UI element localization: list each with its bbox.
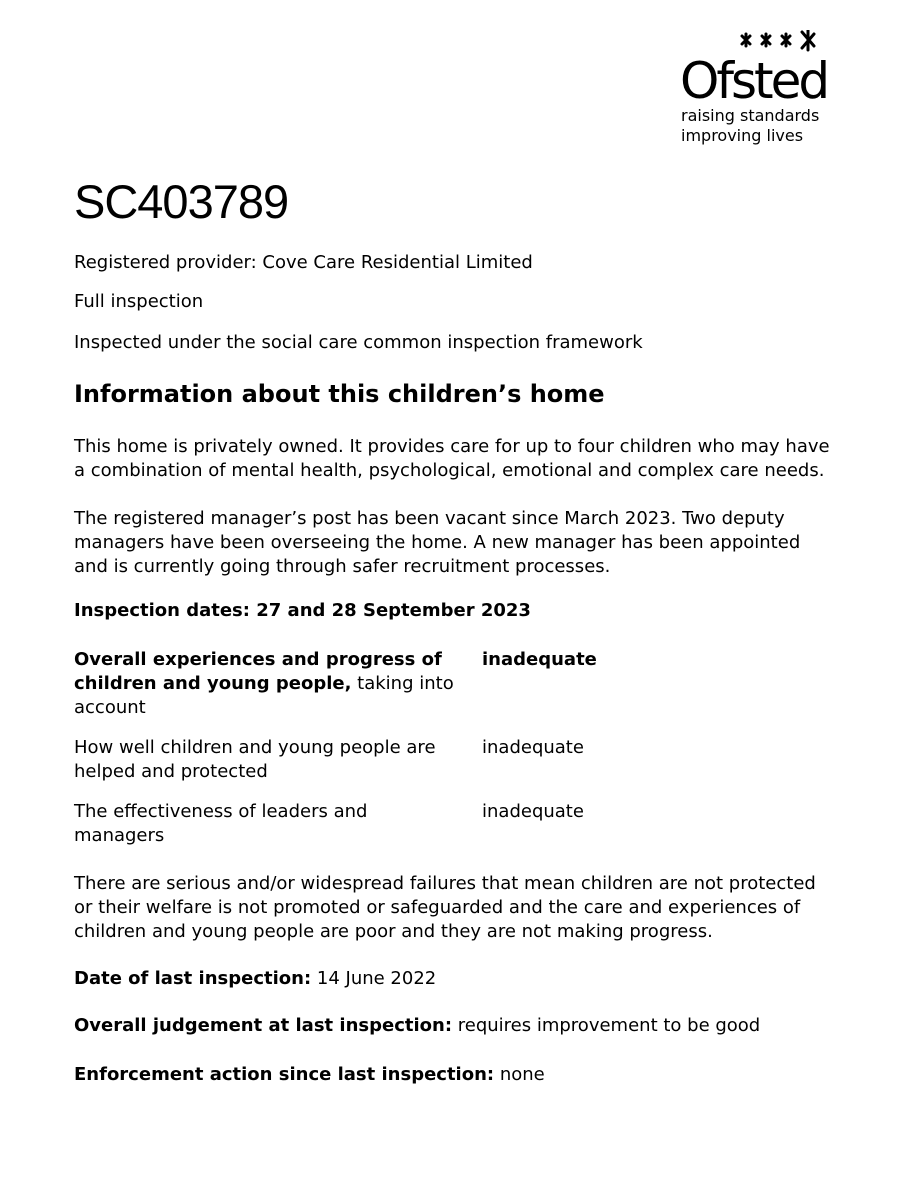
grade-leaders-value: inadequate: [482, 801, 584, 822]
inspection-type: Full inspection: [74, 291, 204, 312]
section-heading: Information about this children’s home: [74, 380, 605, 408]
registered-provider: Registered provider: Cove Care Residential Limited: [74, 252, 533, 273]
last-inspection-date-value: 14 June 2022: [311, 968, 437, 989]
enforcement-action: [74, 1063, 545, 1087]
grade-helped-label: How well children and young people are helped and protected: [74, 737, 436, 782]
logo-tagline-1: raising standards: [681, 106, 820, 125]
ofsted-logo: [678, 30, 898, 150]
last-inspection-date-label: Date of last inspection:: [74, 968, 312, 989]
enforcement-action-value: none: [494, 1064, 545, 1085]
grade-leaders-label: The effectiveness of leaders and managers: [74, 801, 368, 846]
last-inspection-date: [74, 967, 436, 991]
enforcement-action-label: Enforcement action since last inspection:: [74, 1064, 495, 1085]
last-inspection-judgement: [74, 1014, 760, 1038]
intro-paragraph-2: The registered manager’s post has been vacant since March 2023. Two deputy managers have been overseeing the home. A new manager has been appointed and is currently going through safer recruitment processes.: [74, 508, 801, 577]
last-inspection-judgement-label: Overall judgement at last inspection:: [74, 1015, 453, 1036]
logo-wordmark: Ofsted: [680, 52, 828, 110]
inspection-framework: Inspected under the social care common inspection framework: [74, 332, 643, 353]
grade-overall-label: [74, 648, 464, 720]
inspection-dates: Inspection dates: 27 and 28 September 2023: [74, 600, 531, 621]
intro-paragraph-1: This home is privately owned. It provides care for up to four children who may have a combination of mental health, psychological, emotional and complex care needs.: [74, 436, 830, 481]
summary-paragraph: There are serious and/or widespread failures that mean children are not protected or their welfare is not promoted or safeguarded and the care and experiences of children and young people are poor and they are not making progress.: [74, 873, 816, 942]
grade-overall-label-bold: Overall experiences and progress of children and young people,: [74, 649, 442, 694]
grade-helped-value: inadequate: [482, 737, 584, 758]
logo-tagline-2: improving lives: [681, 126, 804, 145]
grade-overall-value: inadequate: [482, 649, 597, 670]
last-inspection-judgement-value: requires improvement to be good: [452, 1015, 761, 1036]
unique-reference-number: SC403789: [74, 175, 289, 228]
grade-overall-label-rest: taking into account: [74, 673, 454, 718]
